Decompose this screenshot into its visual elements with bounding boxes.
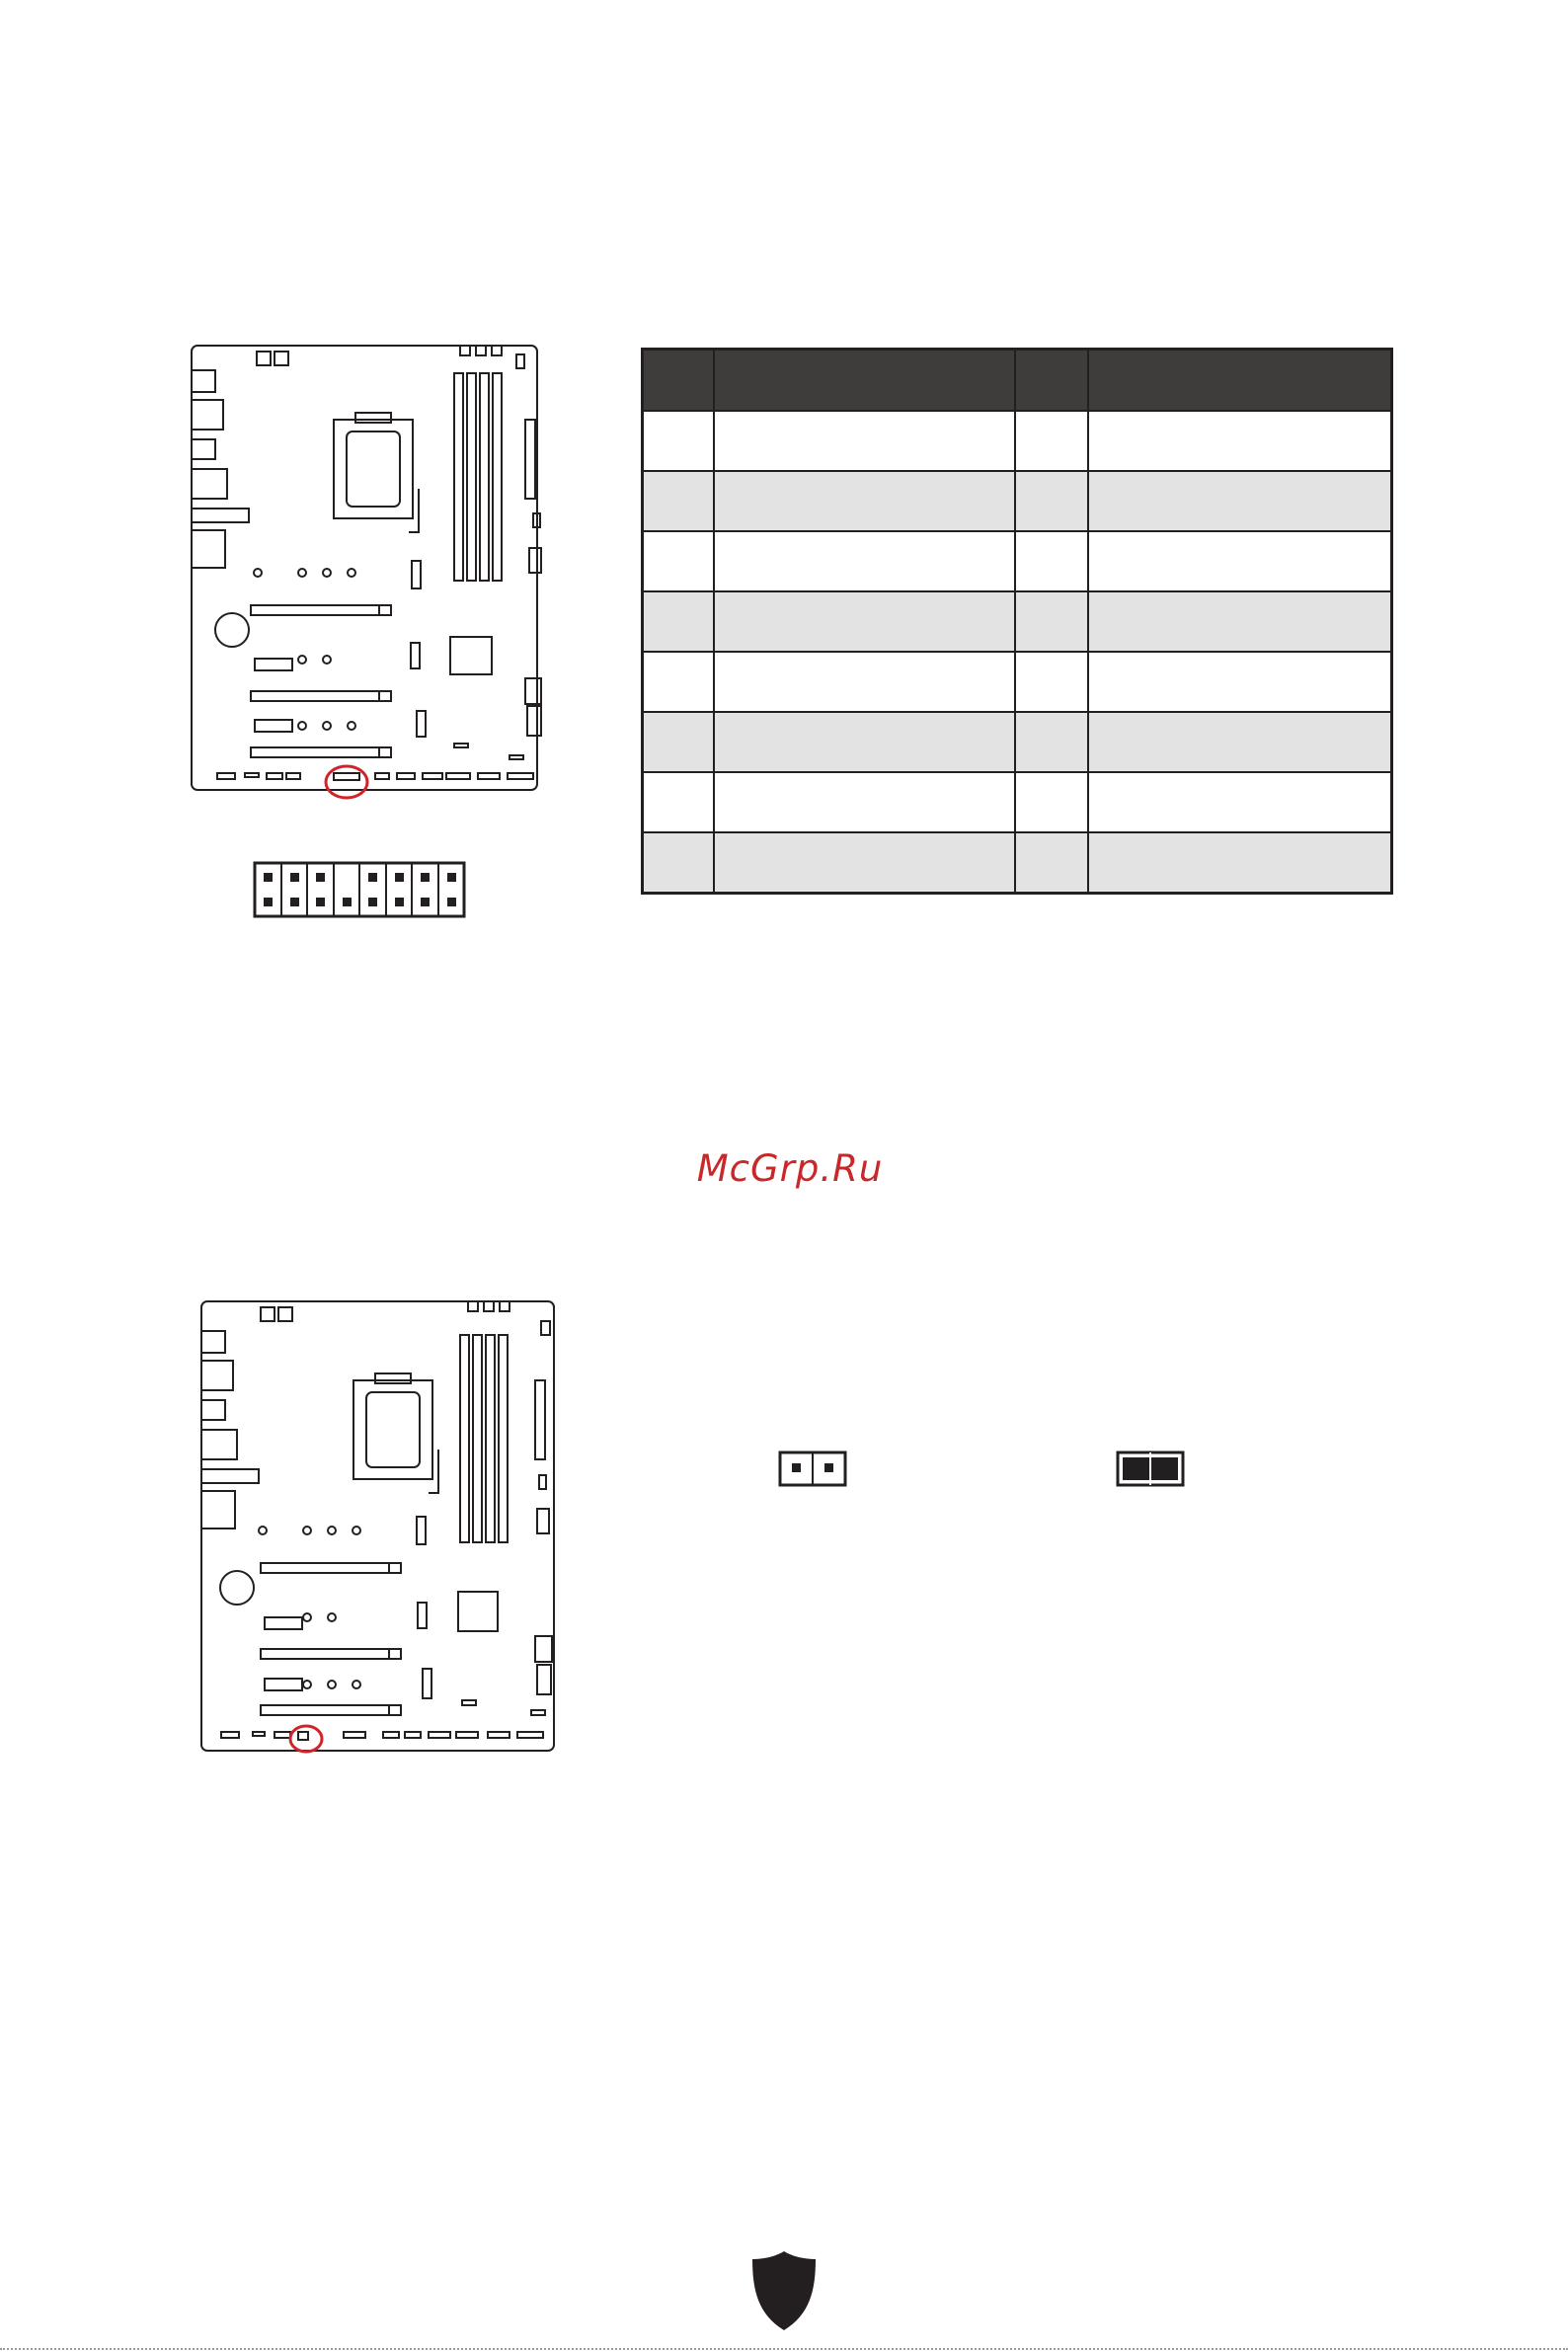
table-cell [1088, 531, 1392, 591]
table-header-cell [1015, 350, 1088, 412]
jumper-open-illustration [778, 1450, 849, 1490]
table-cell [714, 411, 1015, 471]
table-cell [643, 531, 714, 591]
table-cell [643, 411, 714, 471]
table-cell [1088, 712, 1392, 772]
table-cell [1088, 652, 1392, 712]
table-cell [1015, 531, 1088, 591]
table-cell [1015, 712, 1088, 772]
table-cell [1088, 471, 1392, 531]
table-cell [643, 712, 714, 772]
motherboard-diagram-top [186, 341, 551, 805]
pin-header-illustration [253, 861, 468, 920]
table-cell [643, 832, 714, 894]
table-cell [1015, 772, 1088, 832]
footer-divider [0, 2348, 1568, 2350]
table-cell [643, 772, 714, 832]
shield-icon [748, 2249, 820, 2332]
table-row [643, 591, 1392, 652]
table-header-cell [714, 350, 1015, 412]
table-row [643, 652, 1392, 712]
connector-highlight-ring [326, 766, 367, 798]
table-row [643, 411, 1392, 471]
table-header-cell [1088, 350, 1392, 412]
table-cell [714, 471, 1015, 531]
table-cell [1088, 772, 1392, 832]
table-cell [1015, 832, 1088, 894]
table-cell [714, 591, 1015, 652]
table-header-cell [643, 350, 714, 412]
table-cell [714, 832, 1015, 894]
table-cell [714, 772, 1015, 832]
table-cell [1015, 652, 1088, 712]
table-header-row [643, 350, 1392, 412]
table-cell [714, 531, 1015, 591]
table-row [643, 471, 1392, 531]
table-cell [714, 652, 1015, 712]
table-cell [714, 712, 1015, 772]
motherboard-diagram-bottom [196, 1295, 561, 1760]
table-row [643, 531, 1392, 591]
table-cell [1015, 591, 1088, 652]
table-cell [643, 591, 714, 652]
pin-definition-table [641, 348, 1393, 895]
table-cell [643, 652, 714, 712]
table-cell [1015, 471, 1088, 531]
table-row [643, 712, 1392, 772]
table-cell [1088, 591, 1392, 652]
table-cell [1015, 411, 1088, 471]
watermark-text: McGrp.Ru [696, 1147, 884, 1190]
table-cell [1088, 411, 1392, 471]
table-row [643, 832, 1392, 894]
table-cell [643, 471, 714, 531]
table-row [643, 772, 1392, 832]
table-cell [1088, 832, 1392, 894]
jumper-closed-illustration [1116, 1450, 1187, 1490]
